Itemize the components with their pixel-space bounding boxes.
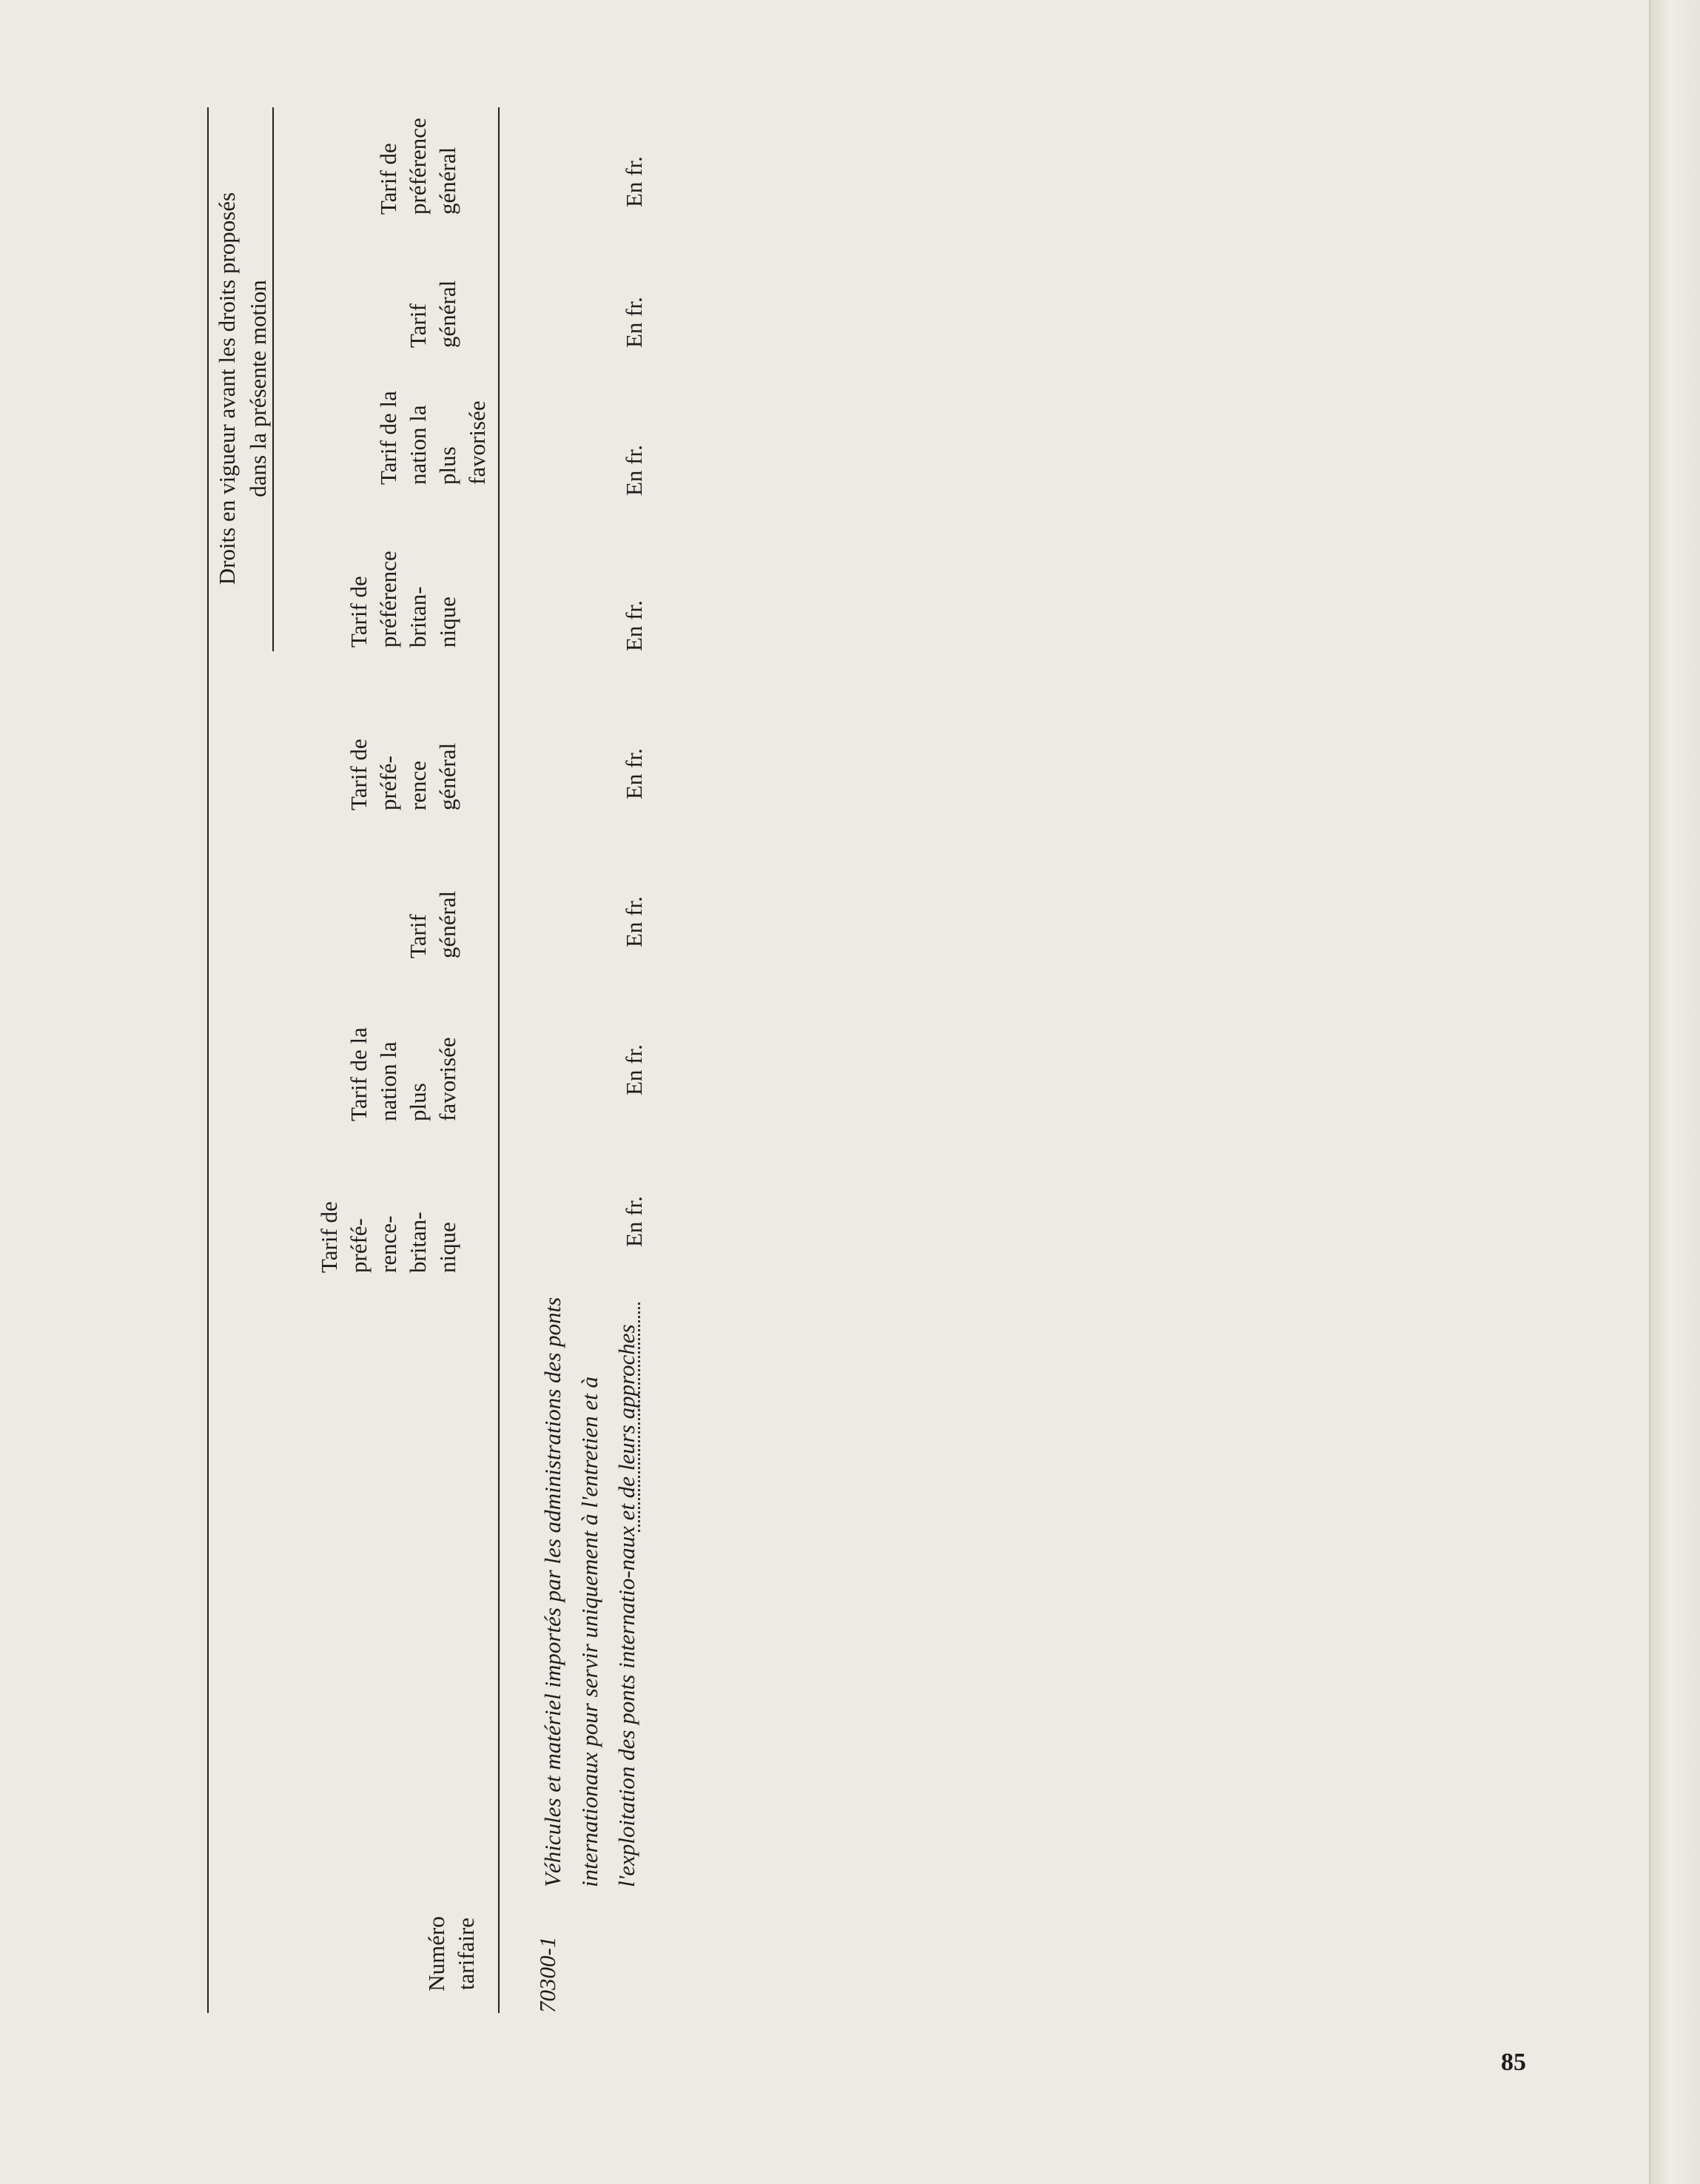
tariff-number-header: Numéro tarifaire [423,1916,479,1992]
header-in-force-mfn: Tarif de la nation la plus favorisée [375,391,490,485]
value-in-force-mfn: En fr. [621,445,647,496]
table-top-rule [207,107,209,2013]
header-proposed-gpt: Tarif de préfé-rence général [346,739,460,810]
value-in-force-general: En fr. [621,297,647,348]
item-description: Véhicules et matériel importés par les administrations des ponts internationaux pour servir uniquement à l'entretien et à l'exploitation des ponts internatio-naux et de leurs approches [540,1297,639,1887]
value-proposed-gpt: En fr. [621,748,647,799]
description-leader-dots [608,1303,640,1532]
header-in-force-general: Tarif général [405,280,460,348]
value-proposed-mfn: En fr. [621,1044,647,1095]
header-bottom-rule [498,107,500,2013]
page-number: 85 [1501,2049,1526,2076]
rotated-tariff-table [207,59,666,2013]
header-proposed-mfn: Tarif de la nation la plus favorisée [346,1027,460,1121]
page-edge [1649,0,1700,2184]
in-force-group-header: Droits en vigueur avant les droits proposés dans la présente motion [214,192,271,585]
value-in-force-gpt: En fr. [621,156,647,207]
value-proposed-british: En fr. [621,1196,647,1247]
header-proposed-british: Tarif de préfé-rence-britan-nique [316,1201,460,1273]
header-proposed-general: Tarif général [405,890,460,958]
header-in-force-gpt: Tarif de préférence général [375,118,460,215]
value-proposed-general: En fr. [621,896,647,947]
value-in-force-british: En fr. [621,600,647,651]
tariff-number: 70300-1 [534,1936,560,2013]
header-in-force-british: Tarif de préférence britan-nique [346,551,460,648]
